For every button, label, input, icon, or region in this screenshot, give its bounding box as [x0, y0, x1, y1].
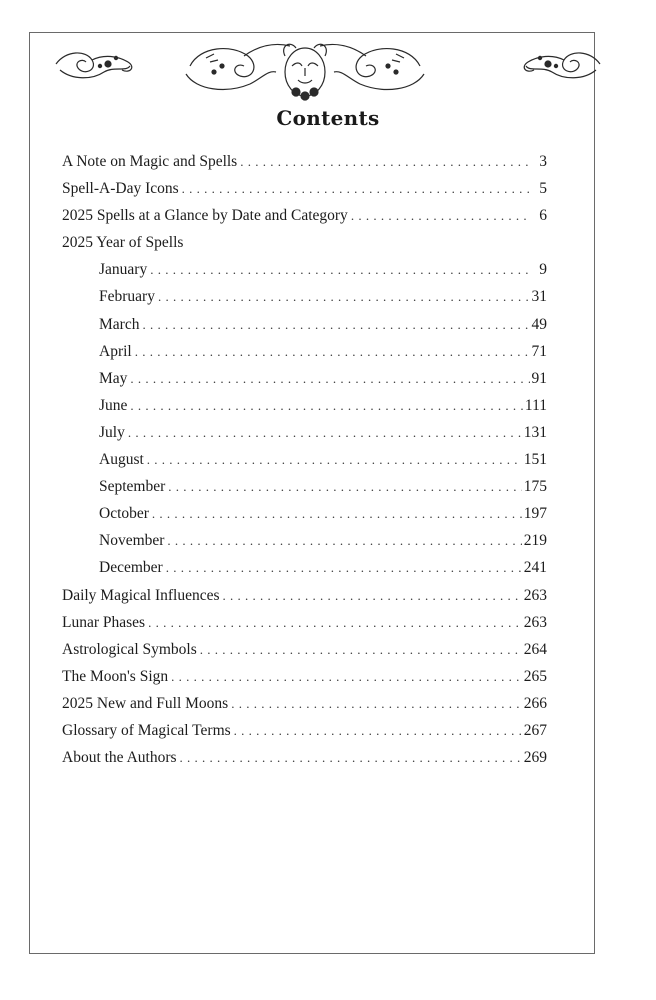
toc-subentry[interactable]	[62, 311, 547, 338]
toc-entry-label: June	[99, 396, 128, 414]
dot-leader	[152, 500, 522, 527]
toc-entry-label: October	[99, 505, 149, 523]
toc-entry-page-number: 266	[523, 694, 547, 712]
dot-leader	[130, 365, 529, 392]
toc-subentry[interactable]	[62, 256, 547, 283]
dot-leader	[147, 446, 522, 473]
table-of-contents	[62, 148, 547, 771]
toc-entry-label: May	[99, 369, 128, 387]
toc-entry-label: March	[99, 315, 140, 333]
toc-entry-label: January	[99, 261, 148, 279]
toc-entry-label: July	[99, 423, 125, 441]
toc-entry-label: 2025 Spells at a Glance by Date and Category	[62, 207, 348, 225]
toc-entry-page-number: 71	[531, 342, 547, 360]
toc-entry[interactable]	[62, 717, 547, 744]
dot-leader	[150, 256, 531, 283]
toc-entry-page-number: 263	[523, 613, 547, 631]
page-title: Contents	[276, 106, 380, 130]
dot-leader	[158, 283, 530, 310]
toc-subentry[interactable]	[62, 554, 547, 581]
toc-entry-page-number: 263	[523, 586, 547, 604]
dot-leader	[142, 311, 529, 338]
toc-subentry[interactable]	[62, 500, 547, 527]
dot-leader	[231, 690, 522, 717]
toc-entry-page-number: 264	[523, 640, 547, 658]
toc-entry-page-number: 9	[539, 261, 547, 279]
toc-subentry[interactable]	[62, 365, 547, 392]
toc-entry-label: November	[99, 532, 165, 550]
toc-entry-label: February	[99, 288, 155, 306]
toc-entry-page-number: 49	[531, 315, 547, 333]
toc-subentry[interactable]	[62, 527, 547, 554]
toc-entry[interactable]	[62, 202, 547, 229]
dot-leader	[240, 148, 531, 175]
toc-entry-page-number: 3	[539, 153, 547, 170]
toc-entry[interactable]	[62, 636, 547, 663]
dot-leader	[166, 554, 522, 581]
toc-entry-label: 2025 New and Full Moons	[62, 694, 229, 712]
toc-entry-page-number: 241	[523, 559, 547, 577]
toc-entry-page-number: 131	[523, 423, 547, 441]
toc-entry-page-number: 219	[523, 532, 547, 550]
toc-subentry[interactable]	[62, 473, 547, 500]
toc-entry-label: About the Authors	[62, 749, 177, 767]
toc-entry-label: A Note on Magic and Spells	[62, 153, 238, 170]
toc-entry-page-number: 91	[531, 369, 547, 387]
toc-entry-page-number: 5	[539, 180, 547, 198]
dot-leader	[351, 202, 531, 229]
toc-entry[interactable]	[62, 148, 547, 175]
toc-entry-page-number: 111	[524, 396, 547, 414]
toc-entry-label: Glossary of Magical Terms	[62, 721, 231, 739]
toc-entry-label: Astrological Symbols	[62, 640, 197, 658]
center-flourish-icon	[186, 44, 424, 100]
toc-subentry[interactable]	[62, 446, 547, 473]
toc-entry-label: April	[99, 342, 132, 360]
right-flourish-icon	[524, 53, 600, 78]
dot-leader	[135, 338, 530, 365]
toc-entry-page-number: 151	[523, 451, 547, 469]
toc-entry-page-number: 6	[539, 207, 547, 225]
dot-leader	[148, 609, 522, 636]
toc-entry[interactable]	[62, 690, 547, 717]
toc-entry-page-number: 175	[523, 478, 547, 496]
dot-leader	[182, 175, 531, 202]
toc-subentry[interactable]	[62, 392, 547, 419]
decorative-scroll-ornament-icon	[0, 36, 656, 102]
toc-entry-page-number: 31	[531, 288, 547, 306]
dot-leader	[128, 419, 522, 446]
dot-leader	[234, 717, 522, 744]
toc-entry-page-number: 269	[523, 749, 547, 767]
toc-entry-page-number: 267	[523, 721, 547, 739]
toc-entry-label: The Moon's Sign	[62, 667, 169, 685]
left-flourish-icon	[56, 53, 132, 78]
toc-subentry[interactable]	[62, 338, 547, 365]
toc-entry-page-number: 197	[523, 505, 547, 523]
toc-entry-label: Daily Magical Influences	[62, 586, 220, 604]
toc-entry[interactable]	[62, 609, 547, 636]
toc-entry-label: August	[99, 451, 144, 469]
toc-entry[interactable]	[62, 175, 547, 202]
toc-entry[interactable]	[62, 663, 547, 690]
toc-subentry[interactable]	[62, 419, 547, 446]
dot-leader	[168, 473, 521, 500]
toc-subentry[interactable]	[62, 283, 547, 310]
toc-entry-label: Lunar Phases	[62, 613, 146, 631]
toc-entry-page-number: 265	[523, 667, 547, 685]
toc-entry-label: September	[99, 478, 166, 496]
toc-entry[interactable]	[62, 744, 547, 771]
dot-leader	[223, 582, 522, 609]
toc-entry-label: December	[99, 559, 163, 577]
dot-leader	[167, 527, 521, 554]
toc-entry-label: 2025 Year of Spells	[62, 234, 184, 252]
dot-leader	[200, 636, 522, 663]
dot-leader	[171, 663, 522, 690]
toc-section-heading	[62, 229, 547, 256]
dot-leader	[130, 392, 522, 419]
toc-entry-label: Spell-A-Day Icons	[62, 180, 179, 198]
toc-entry[interactable]	[62, 582, 547, 609]
dot-leader	[180, 744, 522, 771]
